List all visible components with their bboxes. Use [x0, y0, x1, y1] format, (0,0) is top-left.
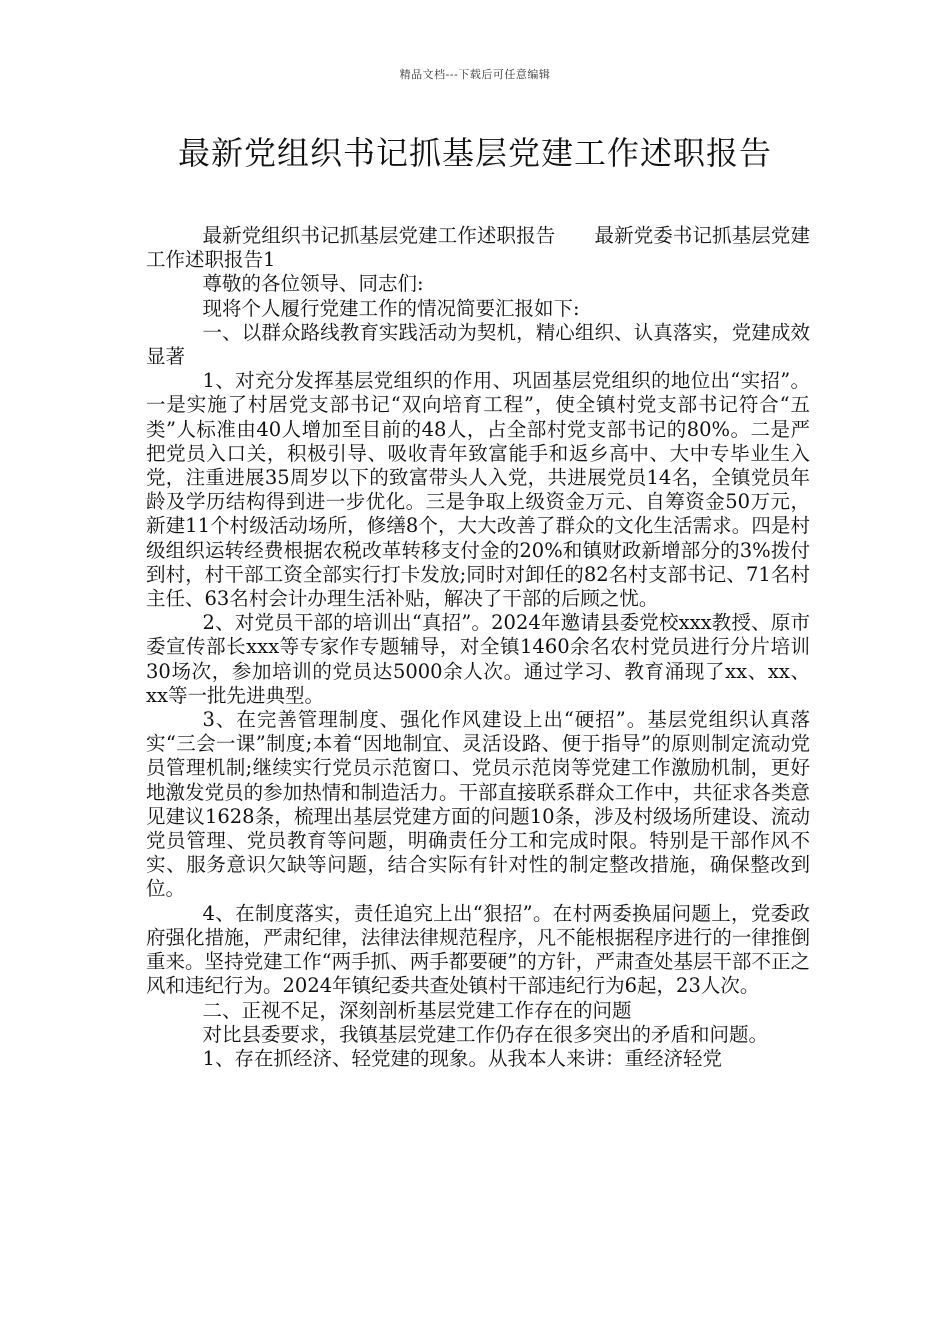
paragraph-problem-1: 1、存在抓经济、轻党建的现象。从我本人来讲：重经济轻党 — [202, 1046, 722, 1070]
section-heading-1: 一、以群众路线教育实践活动为契机，精心组织、认真落实，党建成效显著 — [146, 320, 810, 369]
paragraph-salutation: 尊敬的各位领导、同志们: — [202, 272, 424, 296]
paragraph-item-2: 2、对党员干部的培训出“真招”。2024年邀请县委党校xxx教授、原市委宣传部长xxx等专家作专题辅导，对全镇1460余名农村党员进行分片培训30场次，参加培训的党员达5000余人次。通过学习、教育涌现了xx、xx、xx等一批先进典型。 — [146, 611, 810, 707]
document-title: 最新党组织书记抓基层党建工作述职报告 — [177, 134, 772, 172]
paragraph-intro: 最新党组织书记抓基层党建工作述职报告 最新党委书记抓基层党建工作述职报告1 — [146, 224, 810, 272]
paragraph-comparison: 对比县委要求，我镇基层党建工作仍存在很多突出的矛盾和问题。 — [202, 1022, 769, 1046]
document-body — [146, 224, 810, 1071]
section-heading-2: 二、正视不足，深刻剖析基层党建工作存在的问题 — [202, 998, 632, 1022]
paragraph-item-1: 1、对充分发挥基层党组织的作用、巩固基层党组织的地位出“实招”。一是实施了村居党支部书记“双向培育工程”，使全镇村党支部书记符合“五类”人标准由40人增加至目前的48人，占全部村党支部书记的80%。二是严把党员入口关，积极引导、吸收青年致富能手和返乡高中、大中专毕业生入党，注重进展35周岁以下的致富带头人入党，共进展党员14名，全镇党员年龄及学历结构得到进一步优化。三是争取上级资金万元、自筹资金50万元，新建11个村级活动场所，修缮8个，大大改善了群众的文化生活需求。四是村级组织运转经费根据农税改革转移支付金的20%和镇财政新增部分的3%拨付到村，村干部工资全部实行打卡发放;同时对卸任的82名村支部书记、71名村主任、63名村会计办理生活补贴，解决了干部的后顾之忧。 — [146, 369, 810, 611]
paragraph-item-4: 4、在制度落实，责任追究上出“狠招”。在村两委换届问题上，党委政府强化措施，严肃纪律，法律法律规范程序，凡不能根据程序进行的一律推倒重来。坚持党建工作“两手抓、两手都要硬”的方针，严肃查处基层干部不正之风和违纪行为。2024年镇纪委共查处镇村干部违纪行为6起，23人次。 — [146, 901, 810, 998]
paragraph-item-3: 3、在完善管理制度、强化作风建设上出“硬招”。基层党组织认真落实“三会一课”制度;本着“因地制宜、灵活设路、便于指导”的原则制定流动党员管理机制;继续实行党员示范窗口、党员示范岗等党建工作激励机制，更好地激发党员的参加热情和制造活力。干部直接联系群众工作中，共征求各类意见建议1628条，梳理出基层党建方面的问题10条，涉及村级场所建设、流动党员管理、党员教育等问题，明确责任分工和完成时限。特别是干部作风不实、服务意识欠缺等问题，结合实际有针对性的制定整改措施，确保整改到位。 — [146, 708, 810, 901]
paragraph-opening: 现将个人履行党建工作的情况简要汇报如下: — [202, 296, 580, 320]
page-header: 精品文档---下载后可任意编辑 — [399, 68, 551, 81]
